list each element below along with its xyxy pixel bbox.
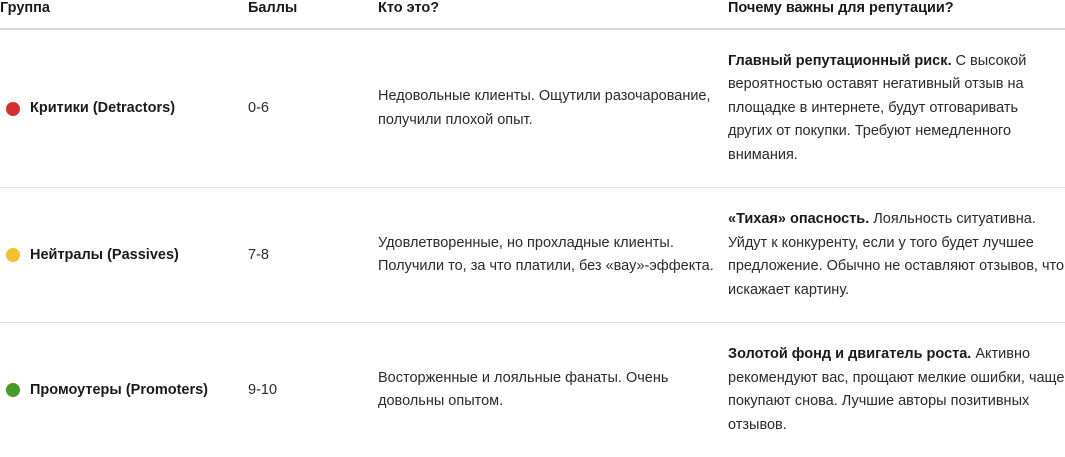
- cell-who: Удовлетворенные, но прохладные клиенты. Получили то, за что платили, без «вау»-эффекта.: [378, 188, 728, 323]
- cell-group: [0, 29, 248, 188]
- cell-group: [0, 323, 248, 457]
- table-row: [0, 323, 1065, 457]
- cell-why-rest: Активно рекомендуют вас, прощают мелкие ошибки, чаще покупают снова. Лучшие авторы позитивных отзывов.: [728, 346, 1065, 433]
- column-header-score: Баллы: [248, 0, 378, 29]
- status-dot-icon: [6, 102, 20, 116]
- status-dot-icon: [6, 383, 20, 397]
- column-header-why: Почему важны для репутации?: [728, 0, 1065, 29]
- cell-score: 7-8: [248, 188, 378, 323]
- status-dot-icon: [6, 248, 20, 262]
- column-header-who: Кто это?: [378, 0, 728, 29]
- group-label: Промоутеры (Promoters): [30, 381, 209, 398]
- table-header-row: [0, 0, 1065, 29]
- table-row: [0, 29, 1065, 188]
- cell-who: Восторженные и лояльные фанаты. Очень довольны опытом.: [378, 369, 669, 410]
- column-header-group: Группа: [0, 0, 248, 29]
- cell-why-lead: «Тихая» опасность.: [728, 211, 870, 228]
- cell-why: [728, 188, 1065, 323]
- table-body: [0, 29, 1065, 457]
- cell-why: [728, 323, 1065, 457]
- table-row: [0, 188, 1065, 323]
- group-label: Критики (Detractors): [30, 99, 176, 116]
- cell-why-rest: Лояльность ситуативна. Уйдут к конкуренту, если у того будет лучшее предложение. Обычно не оставляют отзывов, что искажает картину.: [728, 211, 1065, 298]
- cell-why-lead: Главный репутационный риск.: [728, 53, 952, 69]
- cell-why-lead: Золотой фонд и двигатель роста.: [728, 346, 972, 363]
- cell-group: [0, 188, 248, 323]
- group-label: Нейтралы (Passives): [30, 246, 179, 263]
- cell-why: [728, 29, 1065, 188]
- cell-score: 0-6: [248, 29, 378, 188]
- cell-why-rest: С высокой вероятностью оставят негативный отзыв на площадке в интернете, будут отговаривать других от покупки. Требуют немедленного внимания.: [728, 53, 1027, 163]
- table-header: [0, 0, 1065, 29]
- cell-score: 9-10: [248, 381, 278, 398]
- cell-who: Недовольные клиенты. Ощутили разочарование, получили плохой опыт.: [378, 29, 728, 188]
